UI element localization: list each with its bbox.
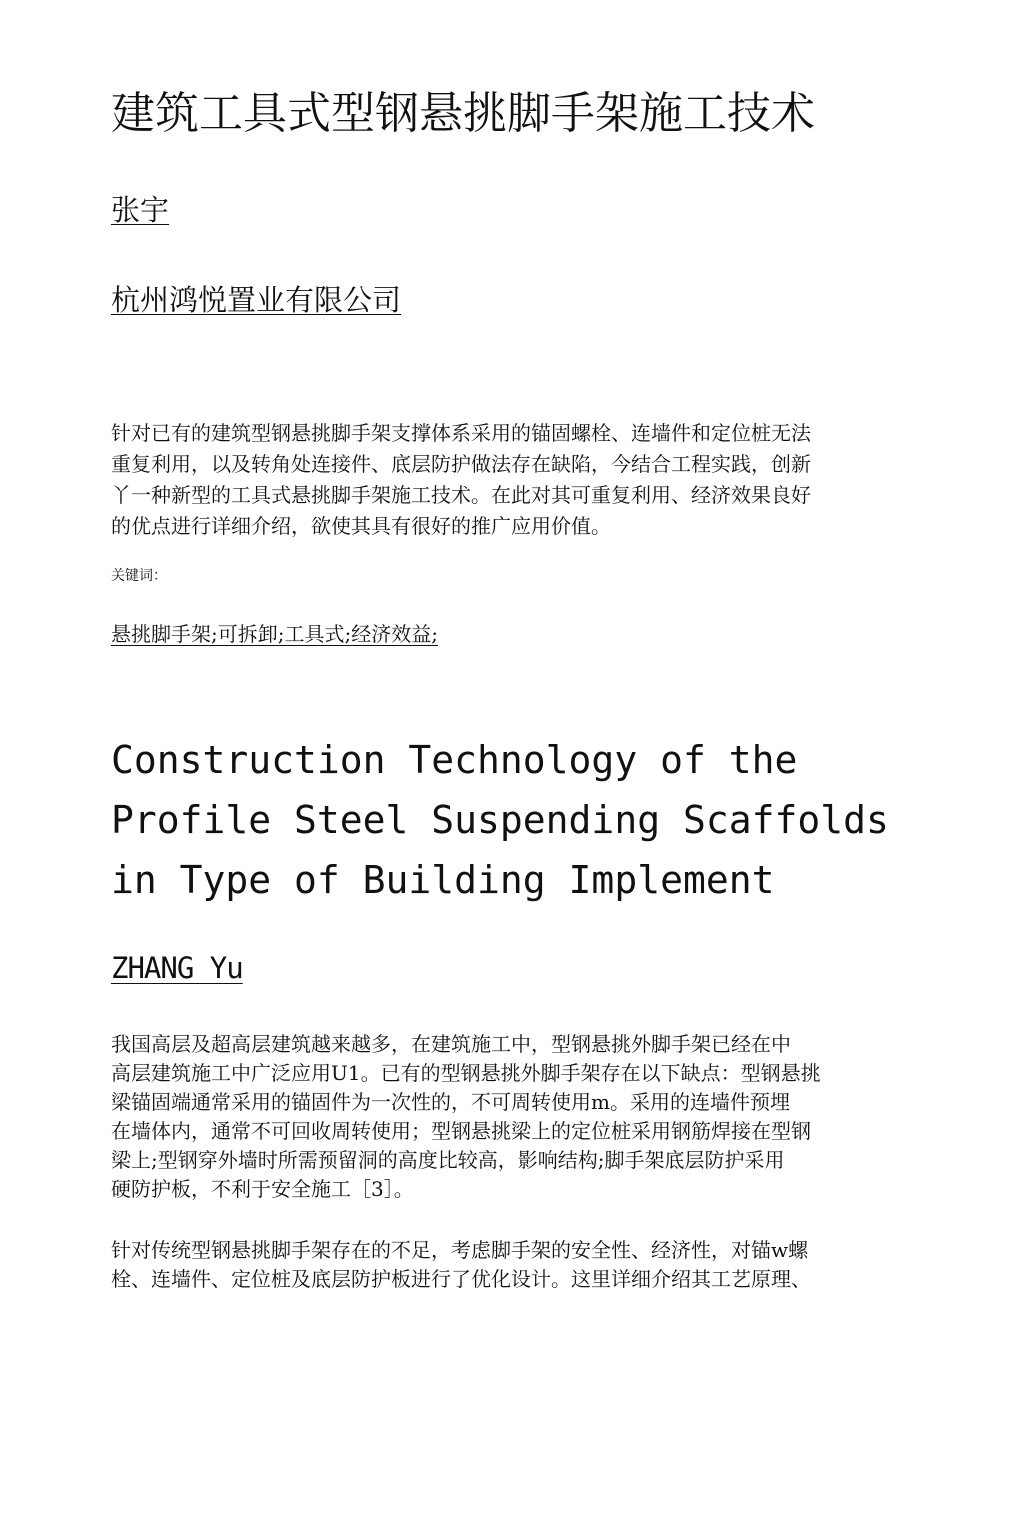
abstract-line: 针对已有的建筑型钢悬挑脚手架支撑体系采用的锚固螺栓、连墙件和定位桩无法 <box>111 421 811 445</box>
chinese-title: 建筑工具式型钢悬挑脚手架施工技术 <box>111 88 815 139</box>
abstract-line: 丫一种新型的工具式悬挑脚手架施工技术。在此对其可重复利用、经济效果良好 <box>111 483 811 507</box>
paragraph-line: 我国高层及超高层建筑越来越多，在建筑施工中，型钢悬挑外脚手架已经在中 <box>111 1032 791 1056</box>
keywords-links[interactable]: 悬挑脚手架;可拆卸;工具式;经济效益; <box>111 622 438 646</box>
paragraph-line: 梁上;型钢穿外墙时所需预留洞的高度比较高，影响结构;脚手架底层防护采用 <box>111 1148 785 1172</box>
paragraph-line: 针对传统型钢悬挑脚手架存在的不足，考虑脚手架的安全性、经济性，对锚w螺 <box>111 1238 809 1262</box>
abstract-line: 的优点进行详细介绍，欲使其具有很好的推广应用价值。 <box>111 514 611 538</box>
abstract-line: 重复利用，以及转角处连接件、底层防护做法存在缺陷，今结合工程实践，创新 <box>111 452 811 476</box>
paragraph-line: 高层建筑施工中广泛应用U1。已有的型钢悬挑外脚手架存在以下缺点：型钢悬挑 <box>111 1061 821 1085</box>
chinese-author[interactable]: 张宇 <box>111 193 170 227</box>
english-author[interactable]: ZHANG Yu <box>111 951 243 985</box>
body-paragraph-1 <box>111 1030 901 1204</box>
paragraph-line: 硬防护板，不利于安全施工［3］。 <box>111 1177 414 1201</box>
english-title <box>111 730 931 910</box>
chinese-affiliation[interactable]: 杭州鸿悦置业有限公司 <box>111 283 402 317</box>
paragraph-line: 在墙体内，通常不可回收周转使用；型钢悬挑梁上的定位桩采用钢筋焊接在型钢 <box>111 1119 811 1143</box>
english-title-line: Construction Technology of the <box>111 738 798 782</box>
english-title-line: Profile Steel Suspending Scaffolds <box>111 798 889 842</box>
body-paragraph-2 <box>111 1236 901 1294</box>
keywords-label: 关键词： <box>111 568 167 584</box>
paragraph-line: 栓、连墙件、定位桩及底层防护板进行了优化设计。这里详细介绍其工艺原理、 <box>111 1267 811 1291</box>
english-title-line: in Type of Building Implement <box>111 858 775 902</box>
abstract <box>111 418 891 542</box>
paragraph-line: 梁锚固端通常采用的锚固件为一次性的，不可周转使用m。采用的连墙件预埋 <box>111 1090 790 1114</box>
